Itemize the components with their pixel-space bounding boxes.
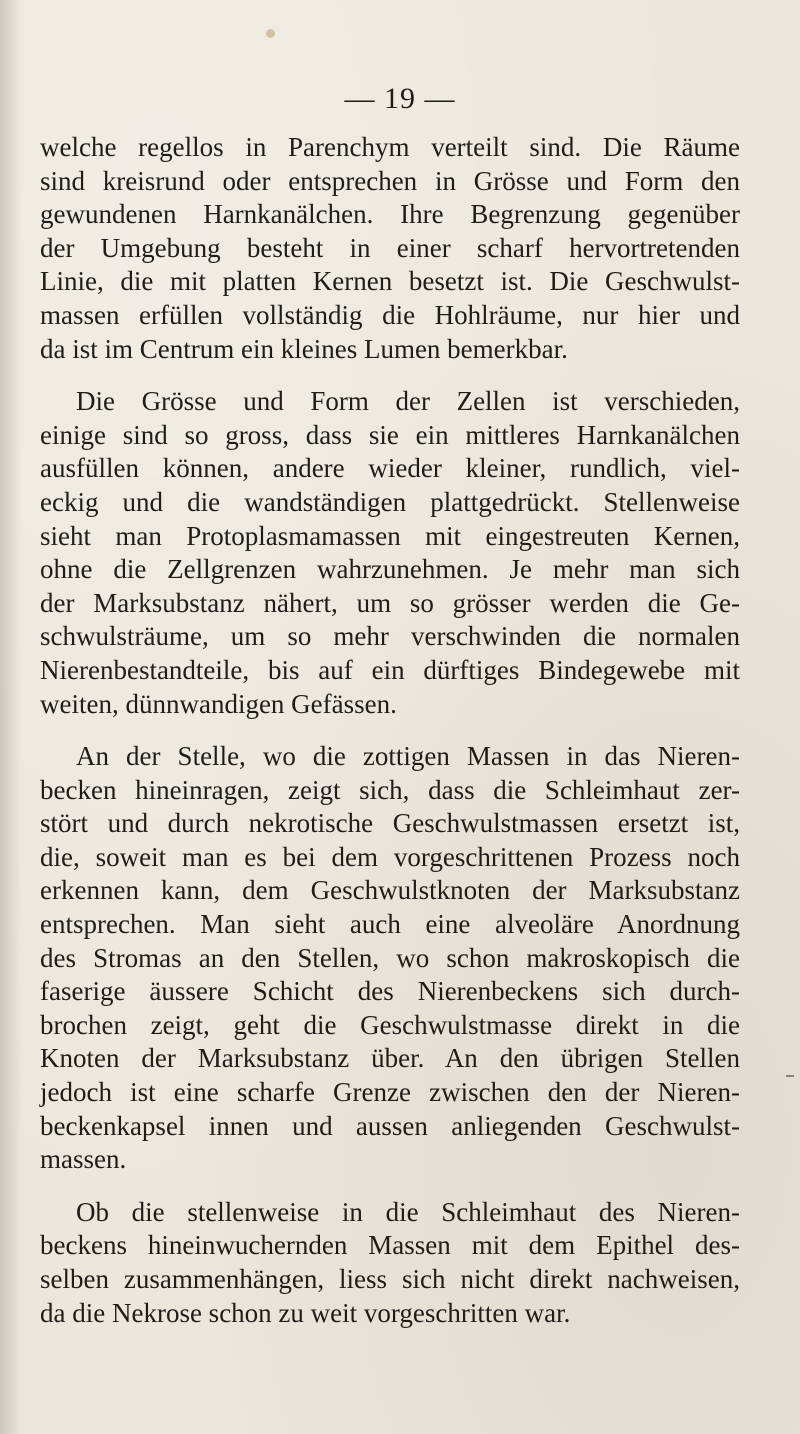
paragraph <box>40 1196 740 1330</box>
text-line: sind kreisrund oder entsprechen in Grösse und Form den <box>40 165 740 196</box>
text-line: da die Nekrose schon zu weit vorgeschritten war. <box>40 1297 571 1328</box>
text-line: ausfüllen können, andere wieder kleiner, rundlich, viel- <box>40 453 740 484</box>
text-line: eckig und die wandständigen plattgedrückt. Stellenweise <box>40 486 740 517</box>
text-line: welche regellos in Parenchym verteilt sind. Die Räume <box>40 132 740 162</box>
text-line: erkennen kann, dem Geschwulstknoten der Marksubstanz <box>40 875 740 906</box>
text-line: Linie, die mit platten Kernen besetzt ist. Die Geschwulst- <box>40 266 740 297</box>
text-line: beckens hineinwuchernden Massen mit dem Epithel des- <box>40 1230 740 1261</box>
text-line: Knoten der Marksubstanz über. An den übrigen Stellen <box>40 1043 740 1074</box>
text-line: Die Grösse und Form der Zellen ist verschieden, <box>76 386 740 417</box>
text-line: weiten, dünnwandigen Gefässen. <box>40 688 397 719</box>
text-line: der Umgebung besteht in einer scharf hervortretenden <box>40 232 740 263</box>
text-line: stört und durch nekrotische Geschwulstmassen ersetzt ist, <box>40 808 740 839</box>
margin-mark <box>786 1075 794 1077</box>
text-line: massen. <box>40 1144 127 1175</box>
paragraph <box>40 385 740 721</box>
text-line: des Stromas an den Stellen, wo schon makroskopisch die <box>40 942 740 973</box>
page-number: — 19 — <box>344 82 456 115</box>
paper-stain <box>266 29 275 38</box>
text-line: becken hineinragen, zeigt sich, dass die Schleimhaut zer- <box>40 774 740 805</box>
text-line: entsprechen. Man sieht auch eine alveoläre Anordnung <box>40 909 740 940</box>
text-line: da ist im Centrum ein kleines Lumen bemerkbar. <box>40 333 568 364</box>
text-line: Ob die stellenweise in die Schleimhaut des Nieren- <box>76 1196 740 1227</box>
text-line: sieht man Protoplasmamassen mit eingestreuten Kernen, <box>40 520 740 551</box>
text-line: beckenkapsel innen und aussen anliegenden Geschwulst- <box>40 1110 740 1141</box>
text-line: jedoch ist eine scharfe Grenze zwischen den der Nieren- <box>40 1077 740 1108</box>
text-line: einige sind so gross, dass sie ein mittleres Harnkanälchen <box>40 419 740 450</box>
text-line: schwulsträume, um so mehr verschwinden die normalen <box>40 621 740 652</box>
page-edge-shadow <box>0 0 22 1434</box>
body-text <box>40 131 740 1349</box>
text-line: massen erfüllen vollständig die Hohlräume, nur hier und <box>40 299 740 330</box>
text-line: selben zusammenhängen, liess sich nicht direkt nachweisen, <box>40 1264 740 1294</box>
text-line: ohne die Zellgrenzen wahrzunehmen. Je mehr man sich <box>40 554 740 585</box>
text-line: Nierenbestandteile, bis auf ein dürftiges Bindegewebe mit <box>40 654 740 685</box>
text-line: An der Stelle, wo die zottigen Massen in das Nieren- <box>76 741 740 772</box>
paragraph <box>40 740 740 1177</box>
text-line: brochen zeigt, geht die Geschwulstmasse direkt in die <box>40 1009 740 1040</box>
text-line: gewundenen Harnkanälchen. Ihre Begrenzung gegenüber <box>40 199 740 230</box>
text-line: der Marksubstanz nähert, um so grösser werden die Ge- <box>40 587 740 618</box>
paragraph <box>40 131 740 366</box>
text-line: die, soweit man es bei dem vorgeschrittenen Prozess noch <box>40 841 740 872</box>
text-line: faserige äussere Schicht des Nierenbeckens sich durch- <box>40 976 740 1007</box>
